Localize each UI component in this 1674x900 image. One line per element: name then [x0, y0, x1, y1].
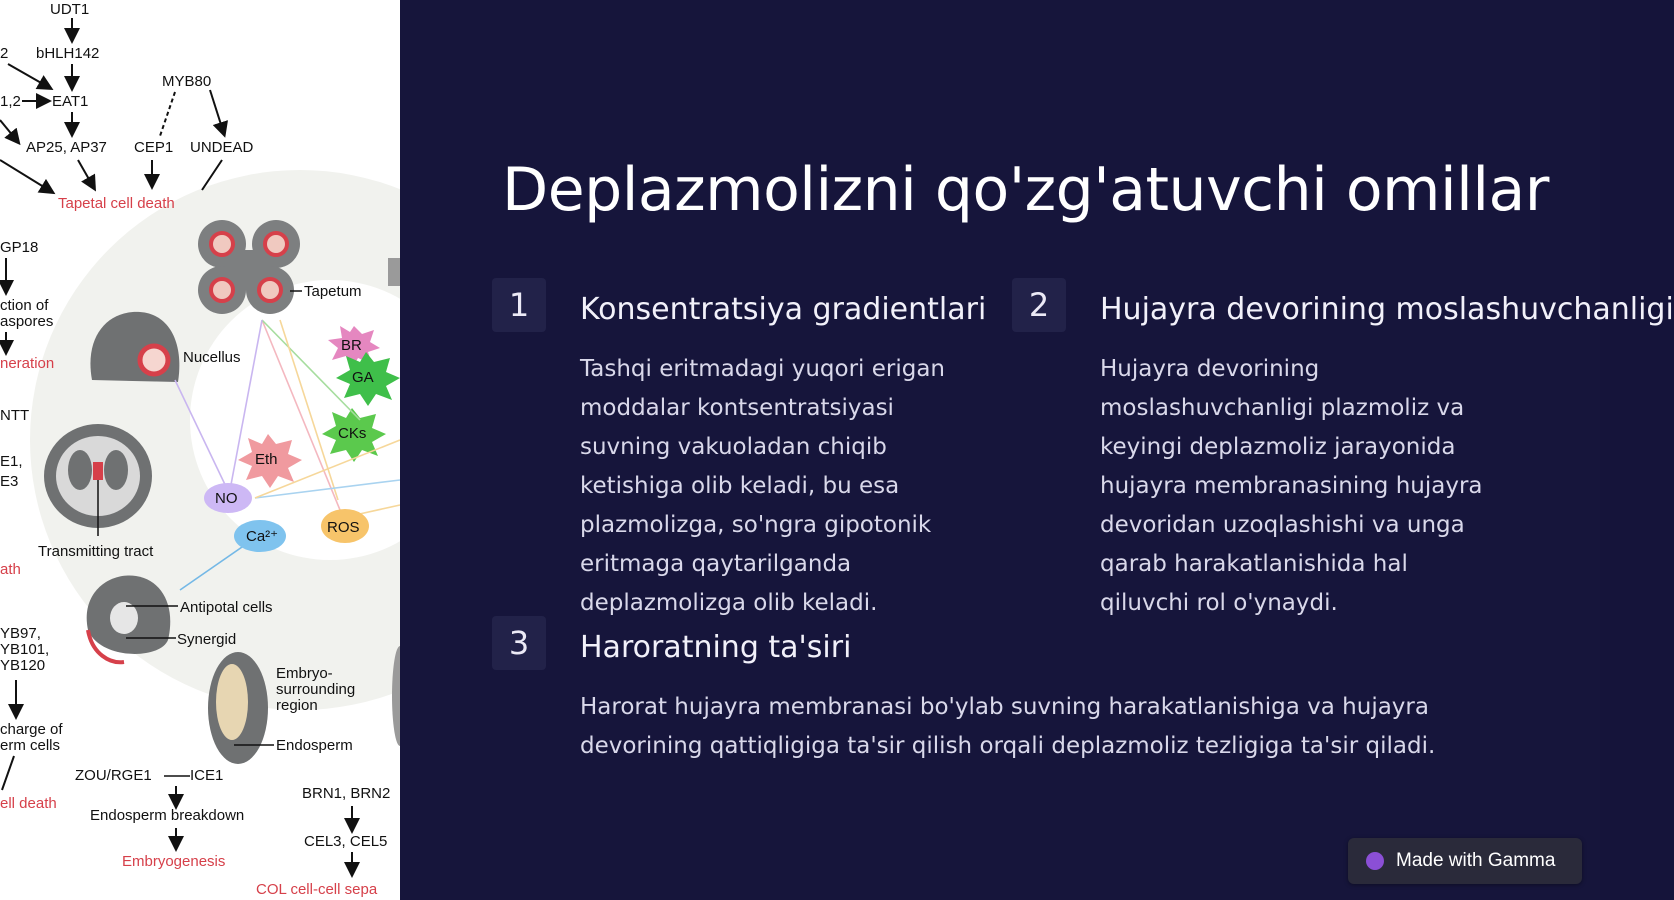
text-line: devoridan uzoqlashishi va unga [1100, 512, 1465, 538]
label-zou: ZOU/RGE1 [75, 767, 152, 784]
label-e3: E3 [0, 473, 19, 490]
item-heading-3: Haroratning ta'siri [580, 630, 852, 665]
text-line: ketishiga olib keladi, bu esa [580, 473, 900, 499]
item-body-2 [1100, 350, 1483, 623]
label-gp18: GP18 [0, 239, 39, 256]
label-ntt: NTT [0, 407, 30, 424]
label-cel: CEL3, CEL5 [304, 833, 388, 850]
item-body-1 [580, 350, 945, 623]
label-tapetum: Tapetum [304, 283, 362, 300]
gamma-logo-icon [1366, 852, 1384, 870]
embryo-seed-shape [208, 652, 268, 764]
label-charge: charge of [0, 721, 63, 738]
ovule-shape [87, 575, 171, 662]
made-with-gamma-label: Made with Gamma [1396, 850, 1556, 871]
text-line: eritmaga qaytarilganda [580, 551, 852, 577]
text-line: moslashuvchanligi plazmoliz va [1100, 395, 1465, 421]
label-cep1: CEP1 [134, 139, 174, 156]
label-endosperm: Endosperm [276, 737, 353, 754]
slide-title: Deplazmolizni qo'zg'atuvchi omillar [502, 155, 1549, 225]
label-neration: neration [0, 355, 55, 372]
label-eat1: EAT1 [52, 93, 89, 110]
label-tapetal: Tapetal cell death [58, 195, 175, 212]
label-eat1-left: 1,2 [0, 93, 21, 110]
text-line: qarab harakatlanishida hal [1100, 551, 1408, 577]
item-body-3 [580, 688, 1435, 766]
label-ap25: AP25, AP37 [26, 139, 107, 156]
label-udt1: UDT1 [50, 1, 90, 18]
label-brn: BRN1, BRN2 [302, 785, 391, 802]
text-line: suvning vakuoladan chiqib [580, 434, 887, 460]
item-heading-1: Konsentratsiya gradientlari [580, 292, 987, 327]
label-nucellus: Nucellus [183, 349, 241, 366]
text-line: moddalar kontsentratsiyasi [580, 395, 894, 421]
svg-text:GA: GA [352, 369, 374, 386]
text-line: deplazmolizga olib keladi. [580, 590, 878, 616]
label-action-of: ction of [0, 297, 49, 314]
label-embryo3: region [276, 697, 318, 714]
made-with-gamma-button[interactable] [1348, 838, 1582, 884]
label-synergid: Synergid [177, 631, 237, 648]
label-transmitting: Transmitting tract [38, 543, 154, 560]
text-line: devorining qattiqligiga ta'sir qilish orqali deplazmoliz tezligiga ta'sir qiladi. [580, 733, 1436, 759]
label-b101: YB101, [0, 641, 50, 658]
text-line: Harorat hujayra membranasi bo'ylab suvning harakatlanishiga va hujayra [580, 694, 1429, 720]
item-number-1: 1 [492, 278, 546, 332]
text-line: hujayra membranasining hujayra [1100, 473, 1483, 499]
label-myb80: MYB80 [162, 73, 212, 90]
svg-text:CKs: CKs [338, 425, 367, 442]
label-embryo1: Embryo- [276, 665, 333, 682]
label-ell-death: ell death [0, 795, 57, 812]
label-ath: ath [0, 561, 21, 578]
cell-death-diagram [0, 0, 400, 900]
diagram-image-panel [0, 0, 400, 900]
item-number-3: 3 [492, 616, 546, 670]
label-two: 2 [0, 45, 9, 62]
label-aspores: aspores [0, 313, 54, 330]
label-col: COL cell-cell sepa [256, 881, 378, 898]
label-b97: YB97, [0, 625, 41, 642]
label-endo-break: Endosperm breakdown [90, 807, 245, 824]
label-antipotal: Antipotal cells [180, 599, 273, 616]
label-ca: Ca²⁺ [246, 528, 279, 545]
label-embryogenesis: Embryogenesis [122, 853, 226, 870]
label-undead: UNDEAD [190, 139, 254, 156]
text-line: keyingi deplazmoliz jarayonida [1100, 434, 1456, 460]
label-erm: erm cells [0, 737, 61, 754]
text-line: Tashqi eritmadagi yuqori erigan [580, 356, 945, 382]
label-no: NO [215, 490, 238, 507]
svg-text:Eth: Eth [255, 451, 278, 468]
label-bhlh142: bHLH142 [36, 45, 100, 62]
label-ice1: ICE1 [190, 767, 224, 784]
label-ros: ROS [327, 519, 360, 536]
text-line: qiluvchi rol o'ynaydi. [1100, 590, 1338, 616]
label-e1: E1, [0, 453, 23, 470]
slide [400, 0, 1674, 900]
text-line: plazmolizga, so'ngra gipotonik [580, 512, 932, 538]
label-b120: YB120 [0, 657, 46, 674]
item-number-2: 2 [1012, 278, 1066, 332]
text-line: Hujayra devorining [1100, 356, 1320, 382]
label-embryo2: surrounding [276, 681, 356, 698]
svg-text:BR: BR [341, 337, 362, 354]
item-heading-2: Hujayra devorining moslashuvchanligi [1100, 292, 1674, 327]
